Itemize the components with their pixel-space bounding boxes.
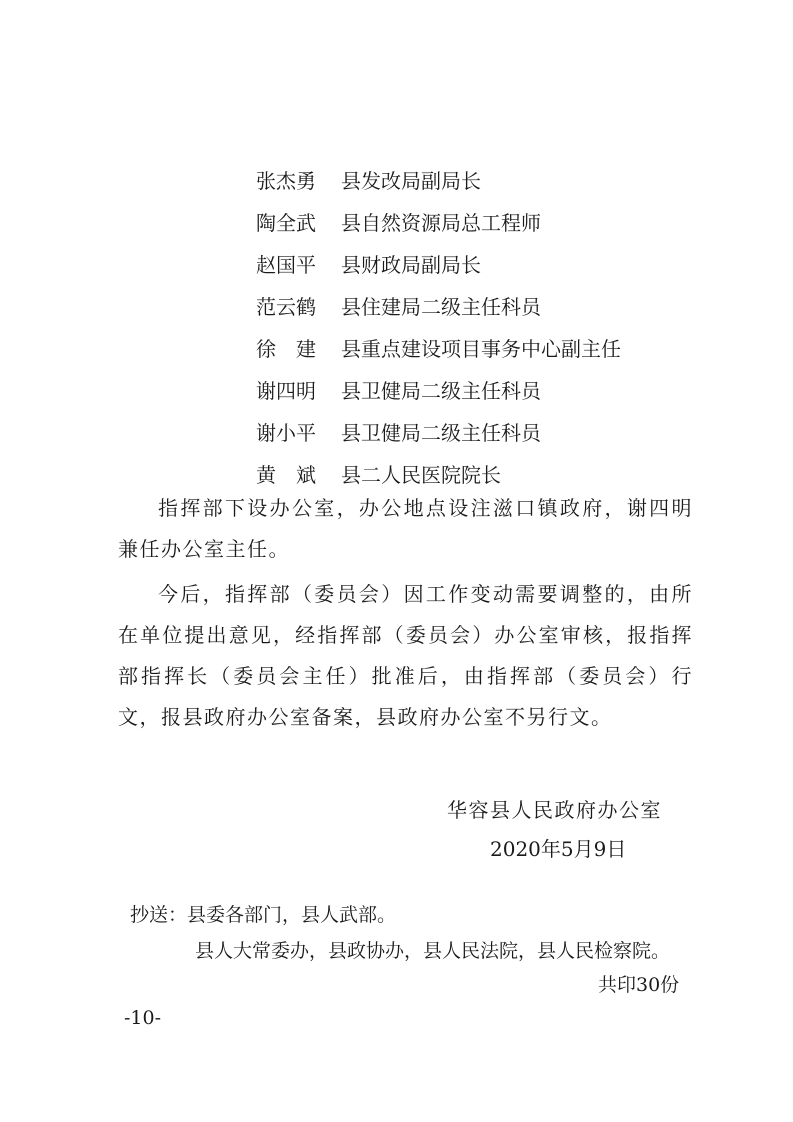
member-row [256,370,621,412]
member-name: 徐建 [256,337,316,361]
member-name: 陶全武 [256,211,316,235]
member-title: 县财政局副局长 [341,253,481,277]
member-title: 县卫健局二级主任科员 [341,421,541,445]
adjustment-paragraph: 今后，指挥部（委员会）因工作变动需要调整的，由所在单位提出意见，经指挥部（委员会）办公室审核，报指挥部指挥长（委员会主任）批准后，由指挥部（委员会）行文，报县政府办公室备案，县政府办公室不另行文。 [118,582,693,729]
cc-line: 抄送：县委各部门，县人武部。 [130,904,397,926]
member-title: 县自然资源局总工程师 [341,211,541,235]
member-title: 县重点建设项目事务中心副主任 [341,337,621,361]
member-title: 县住建局二级主任科员 [341,295,541,319]
member-list [256,160,621,496]
member-row [256,286,621,328]
member-name: 谢小平 [256,421,316,445]
member-name: 范云鹤 [256,295,316,319]
member-name: 张杰勇 [256,169,316,193]
copies-count: 共印30份 [598,974,680,996]
member-name: 谢四明 [256,379,316,403]
member-row [256,202,621,244]
cc-line: 县人大常委办，县政协办，县人民法院，县人民检察院。 [195,940,671,962]
member-title: 县二人民医院院长 [341,463,501,487]
member-name: 黄斌 [256,463,316,487]
member-title: 县卫健局二级主任科员 [341,379,541,403]
cc-block [130,897,670,969]
signature-date: 2020年5月9日 [490,837,627,861]
member-row [256,412,621,454]
signature-org: 华容县人民政府办公室 [447,798,662,822]
member-row [256,244,621,286]
member-title: 县发改局副局长 [341,169,481,193]
page-number: -10- [124,1007,162,1029]
member-row [256,160,621,202]
member-name: 赵国平 [256,253,316,277]
member-row [256,328,621,370]
office-paragraph: 指挥部下设办公室，办公地点设注滋口镇政府，谢四明兼任办公室主任。 [118,496,693,561]
